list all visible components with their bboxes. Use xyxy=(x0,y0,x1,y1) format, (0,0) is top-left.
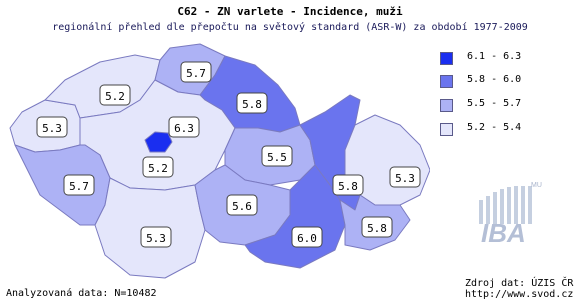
region-value-label-liberecky xyxy=(181,62,211,82)
region-plzensky[interactable] xyxy=(15,145,110,225)
region-value: 5.8 xyxy=(242,98,262,111)
region-value-label-kralovehradecky xyxy=(237,93,267,113)
legend-label: 5.2 - 5.4 xyxy=(467,122,522,133)
region-map xyxy=(0,40,430,290)
legend-label: 5.5 - 5.7 xyxy=(467,98,522,109)
region-value-label-karlovarsky xyxy=(37,117,67,137)
region-value-label-moravskoslezsky xyxy=(390,167,420,187)
region-value-label-ustecky xyxy=(100,85,130,105)
region-value-label-stredocesky xyxy=(143,157,173,177)
source-url[interactable]: http://www.svod.cz xyxy=(465,289,574,300)
region-value: 5.5 xyxy=(267,151,287,164)
legend-swatch xyxy=(440,99,453,112)
map-subtitle: regionální přehled dle přepočtu na světový standard (ASR-W) za období 1977-2009 xyxy=(52,22,528,33)
iba-logo xyxy=(477,180,547,246)
region-value: 5.7 xyxy=(186,67,206,80)
legend-swatch xyxy=(440,123,453,136)
data-source: Zdroj dat: ÚZIS ČR xyxy=(465,278,574,289)
legend-label: 6.1 - 6.3 xyxy=(467,51,522,62)
region-value: 5.3 xyxy=(146,232,166,245)
region-value: 6.3 xyxy=(174,122,194,135)
region-value: 5.3 xyxy=(42,122,62,135)
region-value-label-praha xyxy=(169,117,199,137)
region-value: 5.2 xyxy=(105,90,125,103)
legend-swatch xyxy=(440,75,453,88)
region-value-label-plzensky xyxy=(64,175,94,195)
region-value: 5.7 xyxy=(69,180,89,193)
region-value: 5.8 xyxy=(338,180,358,193)
region-value-label-pardubicky xyxy=(262,146,292,166)
region-value: 5.6 xyxy=(232,200,252,213)
legend-label: 5.8 - 6.0 xyxy=(467,74,522,85)
region-value: 5.2 xyxy=(148,162,168,175)
region-value-label-jihocesky xyxy=(141,227,171,247)
region-value-label-vysocina xyxy=(227,195,257,215)
region-value-label-zlinsky xyxy=(362,217,392,237)
region-value-label-olomoucky xyxy=(333,175,363,195)
analyzed-data-note: Analyzovaná data: N=10482 xyxy=(6,288,157,299)
region-value: 5.8 xyxy=(367,222,387,235)
map-title: C62 - ZN varlete - Incidence, muži xyxy=(177,5,403,18)
region-value-label-jihomoravsky xyxy=(292,227,322,247)
region-value: 6.0 xyxy=(297,232,317,245)
region-value: 5.3 xyxy=(395,172,415,185)
logo-superscript: MU xyxy=(531,182,542,189)
legend-swatch xyxy=(440,52,453,65)
logo-text: IBA xyxy=(481,218,526,246)
